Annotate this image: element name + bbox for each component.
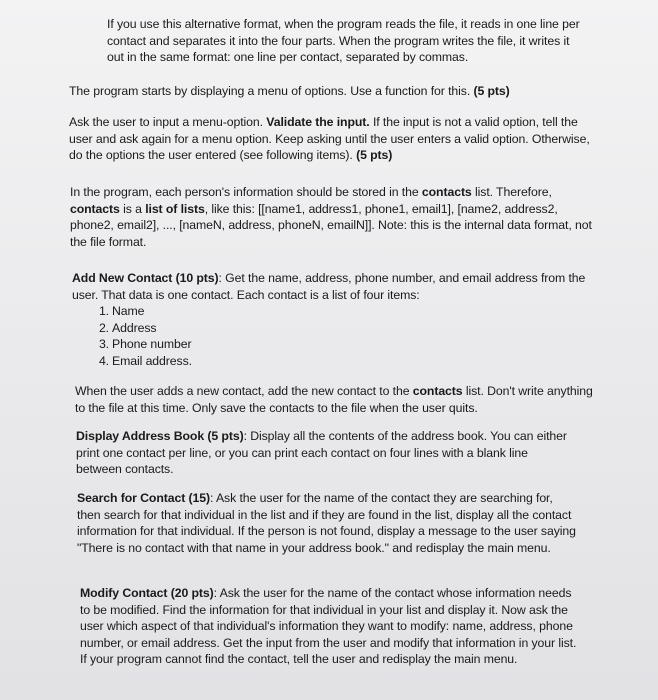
add-contact-heading: Add New Contact (10 pts)	[72, 271, 219, 285]
list-item: 4. Email address.	[98, 353, 192, 368]
file-format-paragraph	[107, 16, 587, 66]
data-structure-text-b: list. Therefore,	[475, 185, 552, 199]
add-note-text-a: When the user adds a new contact, add the new contact to the	[75, 384, 410, 398]
list-item: 1. Name	[98, 304, 145, 319]
contacts-bold-3: contacts	[412, 384, 463, 398]
data-structure-paragraph	[70, 184, 596, 250]
display-book-section	[76, 428, 576, 478]
validate-bold: Validate the input.	[266, 115, 370, 129]
validate-text-b: If the input is not a valid option, tell the user and ask again for a menu option. Keep asking until the user enters a valid option. Otherwise, do the options the user entered (see following items).	[69, 115, 590, 163]
modify-contact-heading: Modify Contact (20 pts)	[80, 586, 214, 600]
validate-points: (5 pts)	[356, 148, 393, 163]
menu-points: (5 pts)	[473, 84, 510, 98]
contacts-bold-1: contacts	[421, 185, 472, 199]
add-contact-note	[75, 383, 595, 416]
modify-contact-section	[80, 585, 580, 668]
add-note-text-b: list. Don't write anything to the file at this time. Only save the contacts to the file when the user quits.	[75, 384, 593, 415]
data-structure-text-a: In the program, each person's information should be stored in the	[70, 185, 419, 199]
menu-text: The program starts by displaying a menu of options. Use a function for this.	[69, 84, 471, 98]
contacts-bold-2: contacts	[70, 201, 120, 216]
list-item: 3. Phone number	[98, 337, 192, 352]
search-contact-heading: Search for Contact (15)	[77, 491, 210, 505]
display-book-text: : Display all the contents of the address book. You can either print one contact per line, or you can print each contact on four lines with a blank line between contacts.	[76, 429, 567, 477]
modify-contact-text: : Ask the user for the name of the contact whose information needs to be modified. Find the information for that individual in your list and display it. Now ask the user which aspect of that individual's information they want to modify: name, address, phone number, or email address. Get the input from the user and modify that information in your list. If your program cannot find the contact, tell the user and redisplay the main menu.	[80, 586, 577, 667]
validate-paragraph	[69, 114, 593, 164]
file-format-text: If you use this alternative format, when the program reads the file, it reads in one line per contact and separates it into the four parts. When the program writes the file, it writes it out in the same format: one line per contact, separated by commas.	[107, 17, 580, 65]
menu-paragraph	[69, 83, 589, 100]
contact-fields-list	[72, 303, 594, 369]
list-item: 2. Address	[98, 320, 157, 335]
add-contact-text: : Get the name, address, phone number, and email address from the user. That data is one contact. Each contact is a list of four items:	[72, 271, 586, 302]
data-structure-text-d: , like this: [[name1, address1, phone1, email1], [name2, address2, phone2, email2], ..., [nameN, address, phoneN, emailN]]. Note: this is the internal data format, not the file format.	[70, 201, 592, 249]
search-contact-section	[77, 490, 579, 556]
search-contact-text: : Ask the user for the name of the contact they are searching for, then search for that individual in the list and if they are found in the list, display all the contact information for that individual. If the person is not found, display a message to the user saying "There is no contact with that name in your address book." and redisplay the main menu.	[77, 491, 576, 555]
validate-text-a: Ask the user to input a menu-option.	[69, 115, 263, 129]
add-contact-section	[72, 270, 594, 370]
data-structure-text-c: is a	[123, 201, 142, 216]
display-book-heading: Display Address Book (5 pts)	[76, 429, 244, 443]
list-of-lists-bold: list of lists	[145, 201, 205, 216]
